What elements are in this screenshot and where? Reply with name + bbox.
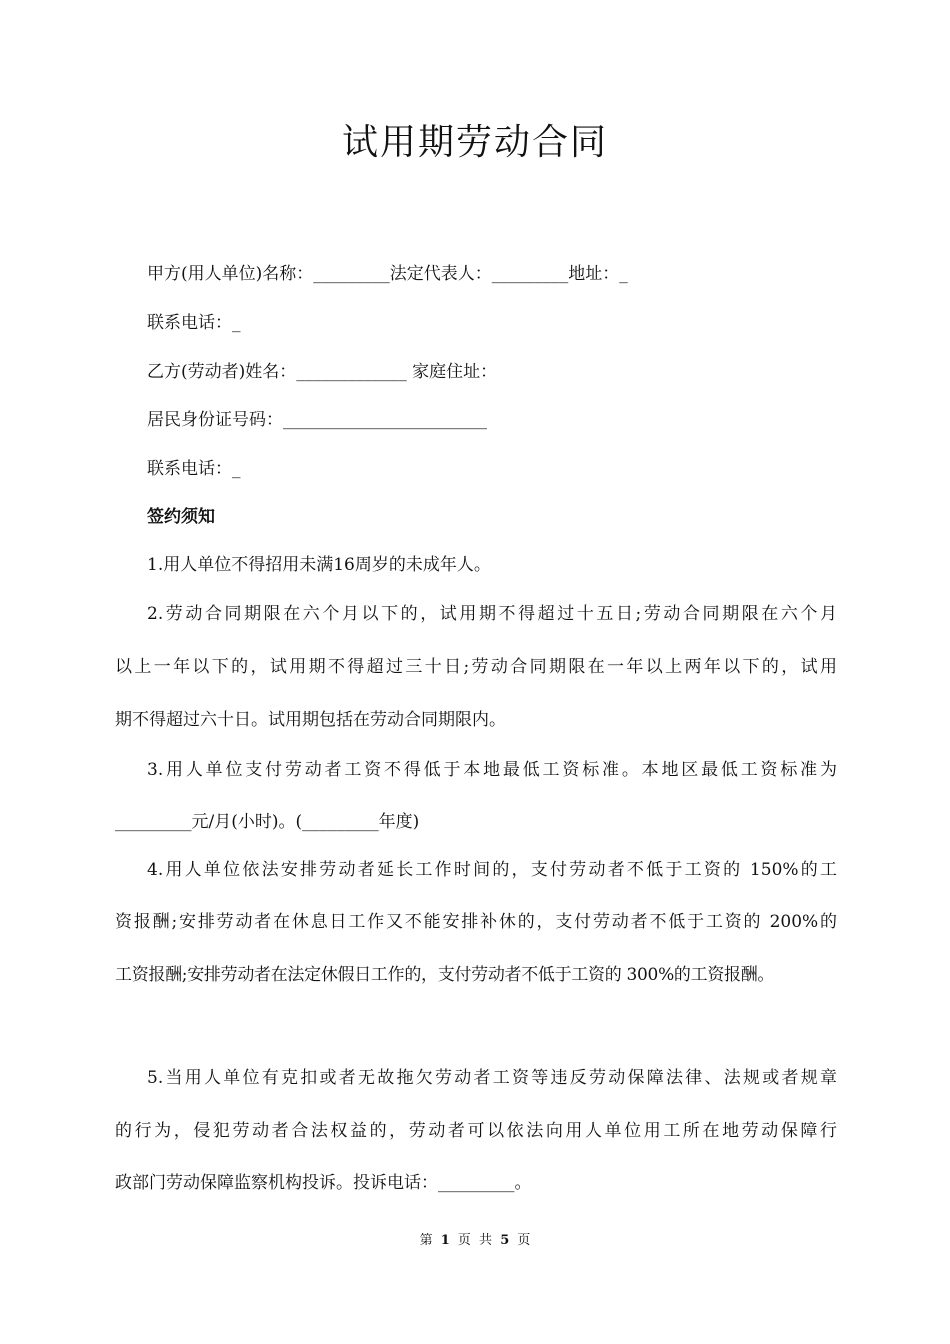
party-b-name-line: 乙方(劳动者)姓名：_____________ 家庭住址： — [147, 362, 498, 382]
clause-2-line-2: 以上一年以下的，试用期不得超过三十日;劳动合同期限在一年以上两年以下的，试用 — [115, 657, 837, 677]
party-a-phone-line: 联系电话：_ — [147, 313, 241, 333]
clause-3-line-2: _________元/月(小时)。(_________年度) — [115, 812, 420, 832]
party-b-id-line: 居民身份证号码：________________________ — [147, 410, 487, 430]
footer-middle: 页 共 — [457, 1233, 493, 1248]
footer-current-page: 1 — [440, 1233, 450, 1248]
clause-2-line-3: 期不得超过六十日。试用期包括在劳动合同期限内。 — [115, 710, 506, 730]
footer-suffix: 页 — [517, 1233, 531, 1248]
party-a-info-line: 甲方(用人单位)名称：_________法定代表人：_________地址：_ — [147, 264, 628, 284]
clause-4-line-1: 4.用人单位依法安排劳动者延长工作时间的，支付劳动者不低于工资的 150%的工 — [147, 860, 837, 880]
page-title: 试用期劳动合同 — [341, 122, 608, 163]
footer-prefix: 第 — [419, 1233, 433, 1248]
clause-4-line-2: 资报酬;安排劳动者在休息日工作又不能安排补休的，支付劳动者不低于工资的 200%的 — [115, 912, 837, 932]
clause-3-line-1: 3.用人单位支付劳动者工资不得低于本地最低工资标准。本地区最低工资标准为 — [147, 760, 837, 780]
clause-4-line-3: 工资报酬;安排劳动者在法定休假日工作的，支付劳动者不低于工资的 300%的工资报酬。 — [115, 965, 775, 985]
clause-2-line-1: 2.劳动合同期限在六个月以下的，试用期不得超过十五日;劳动合同期限在六个月 — [147, 604, 837, 624]
page-footer — [0, 1231, 950, 1251]
clause-5-line-2: 的行为，侵犯劳动者合法权益的，劳动者可以依法向用人单位用工所在地劳动保障行 — [115, 1121, 837, 1141]
clause-1-line-1: 1.用人单位不得招用未满16周岁的未成年人。 — [147, 555, 491, 575]
party-b-phone-line: 联系电话：_ — [147, 459, 241, 479]
footer-total-pages: 5 — [500, 1233, 510, 1248]
clause-5-line-3: 政部门劳动保障监察机构投诉。投诉电话：_________。 — [115, 1173, 532, 1193]
clause-5-line-1: 5.当用人单位有克扣或者无故拖欠劳动者工资等违反劳动保障法律、法规或者规章 — [147, 1068, 837, 1088]
notice-heading: 签约须知 — [147, 507, 215, 527]
